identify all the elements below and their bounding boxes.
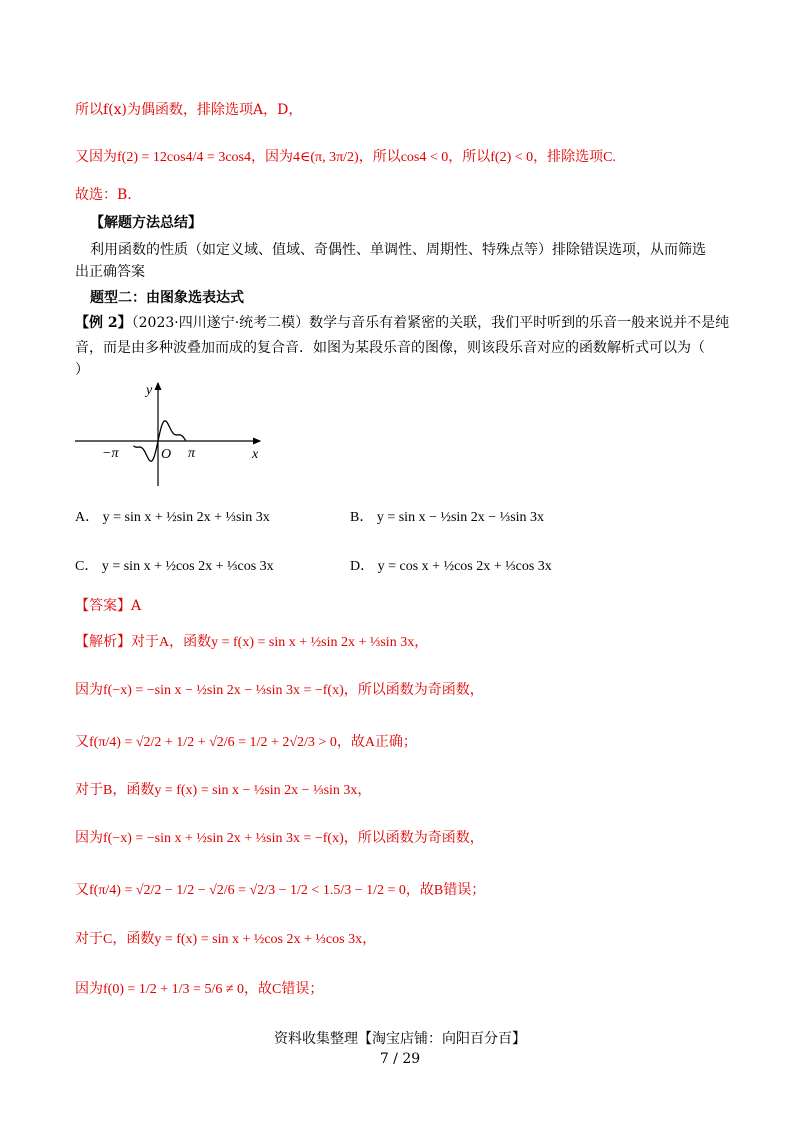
example-line-2: 音，而是由多种波叠加而成的复合音．如图为某段乐音的图像，则该段乐音对应的函数解析式可以为（ (75, 340, 705, 356)
analysis-b3: 又f(π/4) = √2/2 − 1/2 − √2/6 = √2/3 − 1/2 < 1.5/3 − 1/2 = 0，故B错误； (75, 883, 486, 898)
example-line-1 (75, 313, 729, 333)
analysis-c2: 因为f(0) = 1/2 + 1/3 = 5/6 ≠ 0，故C错误； (75, 982, 324, 997)
solution-line-2: 又因为f(2) = 12cos4/4 = 3cos4，因为4∈(π, 3π/2)，所以cos4 < 0，所以f(2) < 0，排除选项C. (75, 150, 616, 165)
wave-graph (70, 378, 270, 493)
example-line-3: ） (75, 362, 89, 378)
x-axis-label: x (252, 447, 259, 462)
solution-line-1: 所以f(x)为偶函数，排除选项A，D， (75, 102, 303, 118)
example-text-1: （2023·四川遂宁·统考二模）数学与音乐有着紧密的关联，我们平时听到的乐音一般来说并不是纯 (131, 315, 730, 331)
analysis-a3: 又f(π/4) = √2/2 + 1/2 + √2/6 = 1/2 + 2√2/3 > 0，故A正确； (75, 735, 417, 750)
example-label: 【例 2】 (75, 315, 132, 331)
solution-line-3: 故选：B. (75, 187, 132, 203)
summary-text-2: 出正确答案 (75, 264, 145, 280)
summary-text-1: 利用函数的性质（如定义域、值域、奇偶性、单调性、周期性、特殊点等）排除错误选项，从而筛选 (90, 242, 706, 258)
option-b: B． y = sin x − ½sin 2x − ⅓sin 3x (350, 510, 545, 525)
answer: 【答案】A (75, 598, 142, 614)
type-heading: 题型二：由图象选表达式 (90, 290, 244, 306)
summary-heading: 【解题方法总结】 (90, 215, 202, 231)
option-d: D． y = cos x + ½cos 2x + ⅓cos 3x (350, 559, 552, 574)
option-c: C． y = sin x + ½cos 2x + ⅓cos 3x (75, 559, 274, 574)
analysis-a2: 因为f(−x) = −sin x − ½sin 2x − ⅓sin 3x = −f(x)，所以函数为奇函数， (75, 683, 484, 698)
option-a: A． y = sin x + ½sin 2x + ⅓sin 3x (75, 510, 270, 525)
analysis-b2: 因为f(−x) = −sin x + ½sin 2x + ⅓sin 3x = −f(x)，所以函数为奇函数， (75, 831, 484, 846)
analysis-b1: 对于B，函数y = f(x) = sin x − ½sin 2x − ⅓sin 3x， (75, 783, 372, 798)
origin-label: O (161, 447, 172, 462)
page-number: 7 / 29 (379, 1051, 421, 1067)
y-axis-label: y (146, 383, 153, 398)
neg-pi-label: −π (102, 446, 119, 461)
pi-label: π (188, 446, 196, 461)
footer-source: 资料收集整理【淘宝店铺：向阳百分百】 (274, 1031, 526, 1047)
analysis-a1: 【解析】对于A，函数y = f(x) = sin x + ½sin 2x + ⅓sin 3x， (75, 635, 429, 650)
analysis-c1: 对于C，函数y = f(x) = sin x + ½cos 2x + ⅓cos 3x， (75, 932, 377, 947)
